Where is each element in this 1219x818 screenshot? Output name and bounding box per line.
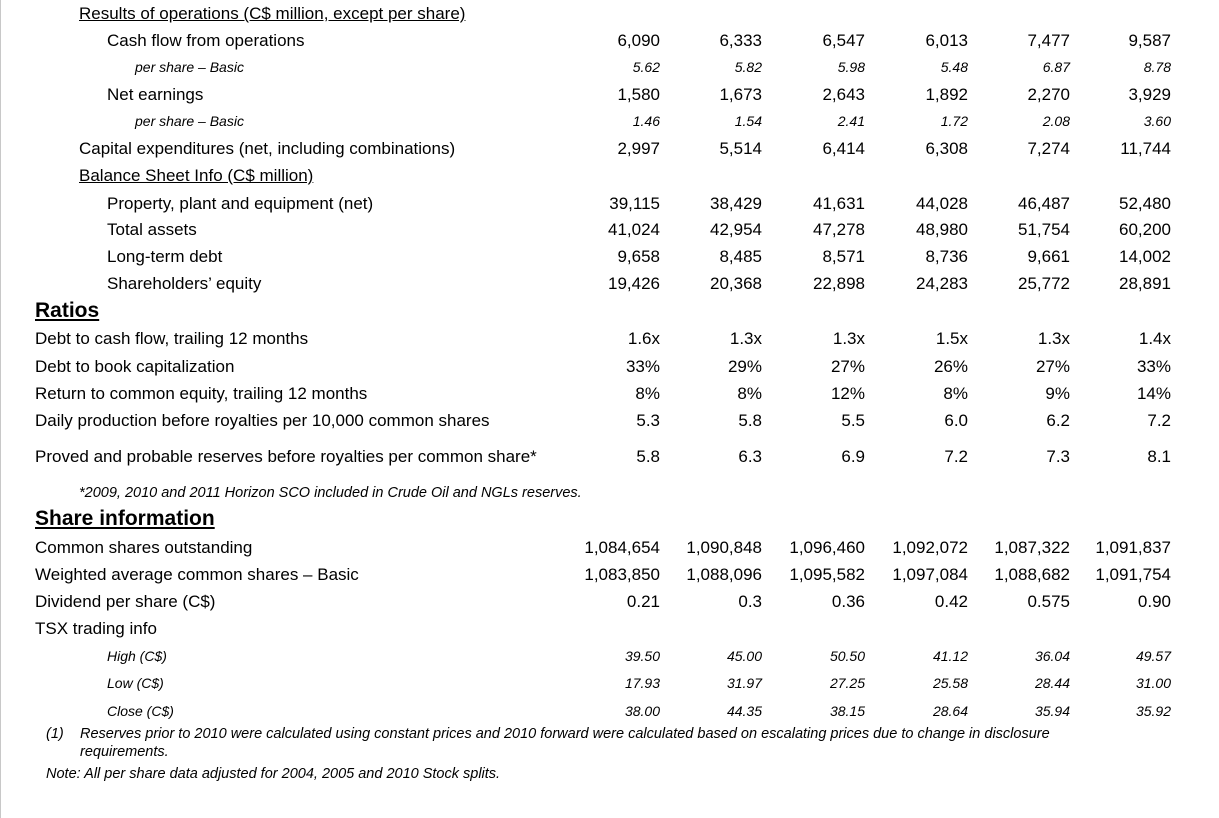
cell: 1,892: [925, 85, 968, 104]
cell: 14,002: [1119, 247, 1171, 266]
cell: 5.82: [734, 59, 762, 75]
reserves-footnote: *2009, 2010 and 2011 Horizon SCO included in Crude Oil and NGLs reserves.: [79, 485, 582, 501]
cell: 1.3x: [1037, 329, 1070, 348]
cell: 1,673: [719, 85, 762, 104]
cell: 9,587: [1128, 31, 1171, 50]
row-label: Low (C$): [107, 675, 164, 691]
cell: 5.98: [837, 59, 865, 75]
ratios-heading: Ratios: [35, 299, 100, 322]
cell: 1.4x: [1138, 329, 1171, 348]
cell: 26%: [933, 357, 968, 376]
row-label: Common shares outstanding: [35, 538, 253, 557]
row-label: per share – Basic: [135, 59, 244, 75]
cell: 35.92: [1135, 703, 1171, 719]
cell: 1,092,072: [892, 538, 968, 557]
cell: 1,091,837: [1095, 538, 1171, 557]
cell: 33%: [625, 357, 660, 376]
cell: 1.6x: [627, 329, 660, 348]
cell: 8%: [943, 384, 968, 403]
cell: 5.8: [636, 447, 660, 466]
cell: 14%: [1136, 384, 1171, 403]
cell: 25.58: [932, 675, 968, 691]
cell: 8%: [737, 384, 762, 403]
cell: 20,368: [710, 274, 762, 293]
row-label: Long-term debt: [107, 247, 223, 266]
cell: 2,270: [1027, 85, 1070, 104]
cell: 7.2: [1147, 411, 1171, 430]
cell: 5,514: [719, 139, 762, 158]
cell: 29%: [727, 357, 762, 376]
cell: 3,929: [1128, 85, 1171, 104]
cell: 5.5: [841, 411, 865, 430]
cell: 1.5x: [935, 329, 968, 348]
cell: 47,278: [813, 220, 865, 239]
cell: 45.00: [726, 648, 762, 664]
row-label: per share – Basic: [135, 113, 244, 129]
cell: 6.0: [944, 411, 968, 430]
cell: 38.00: [624, 703, 660, 719]
cell: 1,088,682: [994, 565, 1070, 584]
cell: 27%: [1035, 357, 1070, 376]
cell: 19,426: [608, 274, 660, 293]
row-label: Weighted average common shares – Basic: [35, 565, 359, 584]
cell: 8,571: [822, 247, 865, 266]
cell: 52,480: [1119, 194, 1171, 213]
row-label: Dividend per share (C$): [35, 592, 216, 611]
cell: 1,097,084: [892, 565, 968, 584]
cell: 39,115: [609, 194, 660, 213]
cell: 6,090: [617, 31, 660, 50]
note-1-number: (1): [46, 726, 64, 742]
operations-heading: Results of operations (C$ million, except per share): [79, 4, 466, 23]
cell: 0.90: [1137, 592, 1171, 611]
cell: 1.46: [632, 113, 660, 129]
cell: 28.44: [1034, 675, 1070, 691]
cell: 17.93: [624, 675, 660, 691]
cell: 1,083,850: [584, 565, 660, 584]
row-label: Cash flow from operations: [107, 31, 305, 50]
cell: 22,898: [813, 274, 865, 293]
cell: 1,096,460: [789, 538, 865, 557]
row-label: Proved and probable reserves before royalties per common share*: [35, 447, 537, 466]
cell: 1,091,754: [1095, 565, 1171, 584]
cell: 8.78: [1143, 59, 1171, 75]
row-label: Net earnings: [107, 85, 204, 104]
cell: 25,772: [1018, 274, 1070, 293]
cell: 7,274: [1027, 139, 1070, 158]
cell: 7.3: [1046, 447, 1070, 466]
cell: 6,414: [822, 139, 865, 158]
cell: 3.60: [1143, 113, 1171, 129]
cell: 38,429: [710, 194, 762, 213]
row-label: Property, plant and equipment (net): [107, 194, 374, 213]
cell: 5.3: [636, 411, 660, 430]
cell: 31.97: [726, 675, 762, 691]
cell: 1.54: [734, 113, 762, 129]
cell: 7,477: [1027, 31, 1070, 50]
row-label: Daily production before royalties per 10,000 common shares: [35, 411, 490, 430]
cell: 49.57: [1135, 648, 1171, 664]
cell: 6.2: [1046, 411, 1070, 430]
cell: 8,736: [925, 247, 968, 266]
row-label: Shareholders’ equity: [107, 274, 262, 293]
cell: 5.8: [738, 411, 762, 430]
row-label: Debt to cash flow, trailing 12 months: [35, 329, 309, 348]
cell: 2,997: [617, 139, 660, 158]
cell: 5.48: [940, 59, 968, 75]
cell: 27.25: [829, 675, 865, 691]
cell: 28.64: [932, 703, 968, 719]
tsx-trading-label: TSX trading info: [35, 619, 157, 638]
cell: 6.87: [1042, 59, 1070, 75]
cell: 9%: [1045, 384, 1070, 403]
cell: 1,580: [617, 85, 660, 104]
cell: 8%: [635, 384, 660, 403]
cell: 0.3: [738, 592, 762, 611]
cell: 6,333: [719, 31, 762, 50]
page-left-border: [0, 0, 1, 818]
cell: 1,095,582: [789, 565, 865, 584]
cell: 41,024: [608, 220, 660, 239]
cell: 1,090,848: [686, 538, 762, 557]
cell: 44,028: [916, 194, 968, 213]
cell: 46,487: [1018, 194, 1070, 213]
cell: 28,891: [1119, 274, 1171, 293]
row-label: Return to common equity, trailing 12 months: [35, 384, 368, 403]
cell: 6,547: [822, 31, 865, 50]
row-label: Debt to book capitalization: [35, 357, 235, 376]
balance-sheet-heading: Balance Sheet Info (C$ million): [79, 166, 314, 185]
cell: 24,283: [916, 274, 968, 293]
cell: 6,308: [925, 139, 968, 158]
share-info-heading: Share information: [35, 507, 215, 530]
note-1-line-1: Reserves prior to 2010 were calculated using constant prices and 2010 forward were calculated based on escalating prices due to change in disclosure: [80, 726, 1050, 742]
cell: 33%: [1136, 357, 1171, 376]
cell: 5.62: [632, 59, 660, 75]
cell: 0.21: [626, 592, 660, 611]
cell: 1,084,654: [584, 538, 660, 557]
row-label: High (C$): [107, 648, 167, 664]
cell: 0.36: [831, 592, 865, 611]
cell: 50.50: [829, 648, 865, 664]
cell: 39.50: [624, 648, 660, 664]
cell: 7.2: [944, 447, 968, 466]
cell: 6,013: [925, 31, 968, 50]
cell: 6.3: [738, 447, 762, 466]
cell: 27%: [830, 357, 865, 376]
cell: 51,754: [1018, 220, 1070, 239]
cell: 36.04: [1034, 648, 1070, 664]
cell: 1.3x: [729, 329, 762, 348]
cell: 35.94: [1034, 703, 1070, 719]
cell: 9,658: [617, 247, 660, 266]
cell: 38.15: [829, 703, 865, 719]
cell: 11,744: [1120, 139, 1171, 158]
row-label: Total assets: [107, 220, 197, 239]
cell: 2,643: [822, 85, 865, 104]
note-1-line-2: requirements.: [80, 744, 169, 760]
cell: 9,661: [1027, 247, 1070, 266]
cell: 0.575: [1027, 592, 1070, 611]
cell: 1,087,322: [994, 538, 1070, 557]
cell: 1.3x: [832, 329, 865, 348]
cell: 1.72: [940, 113, 968, 129]
cell: 41.12: [932, 648, 968, 664]
cell: 2.41: [837, 113, 865, 129]
row-label: Capital expenditures (net, including combinations): [79, 139, 456, 158]
cell: 0.42: [934, 592, 968, 611]
cell: 41,631: [813, 194, 865, 213]
cell: 8,485: [719, 247, 762, 266]
cell: 42,954: [710, 220, 762, 239]
cell: 44.35: [726, 703, 762, 719]
cell: 1,088,096: [686, 565, 762, 584]
cell: 6.9: [841, 447, 865, 466]
cell: 2.08: [1042, 113, 1070, 129]
cell: 48,980: [916, 220, 968, 239]
cell: 31.00: [1135, 675, 1171, 691]
row-label: Close (C$): [107, 703, 174, 719]
cell: 8.1: [1147, 447, 1171, 466]
note-2: Note: All per share data adjusted for 2004, 2005 and 2010 Stock splits.: [46, 766, 501, 782]
cell: 60,200: [1119, 220, 1171, 239]
cell: 12%: [830, 384, 865, 403]
